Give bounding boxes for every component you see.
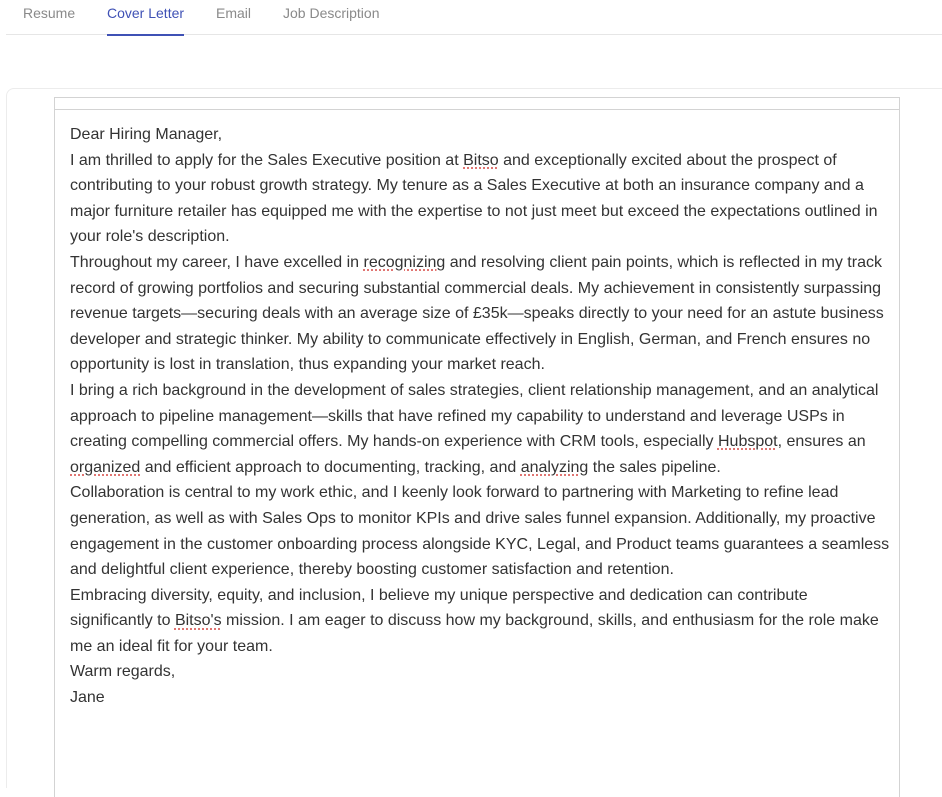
tab-cover-letter[interactable]: Cover Letter xyxy=(107,5,184,35)
letter-closing: Warm regards, xyxy=(70,663,176,681)
letter-p3-text-c: and efficient approach to documenting, tracking, and xyxy=(140,458,521,476)
spellcheck-word-recognizing[interactable]: recognizing xyxy=(363,253,446,271)
tab-email[interactable]: Email xyxy=(216,5,252,21)
editor-toolbar xyxy=(55,98,899,110)
letter-paragraph-1 xyxy=(70,148,890,250)
spellcheck-word-organized[interactable]: organized xyxy=(70,458,141,476)
spellcheck-word-analyzing[interactable]: analyzing xyxy=(520,458,589,476)
letter-p3-text-d: the sales pipeline. xyxy=(588,458,721,476)
letter-p2-text-a: Throughout my career, I have excelled in xyxy=(70,253,364,271)
letter-greeting: Dear Hiring Manager, xyxy=(70,126,223,143)
letter-p3-text-b: , ensures an xyxy=(777,433,866,451)
editor-body[interactable] xyxy=(70,122,890,711)
letter-signature: Jane xyxy=(70,689,105,707)
letter-p5-text-b: mission. I am eager to discuss how my background, skills, and enthusiasm for the role make me an ideal fit for your team. xyxy=(70,612,879,655)
tab-resume[interactable]: Resume xyxy=(23,5,76,21)
tab-job-description[interactable]: Job Description xyxy=(283,5,380,21)
letter-paragraph-2 xyxy=(70,250,890,378)
letter-p5-text-a: Embracing diversity, equity, and inclusion, I believe my unique perspective and dedication can contribute significantly to xyxy=(70,586,808,630)
spellcheck-word-hubspot[interactable]: Hubspot xyxy=(717,433,778,451)
letter-paragraph-5 xyxy=(70,583,890,660)
spellcheck-word-company[interactable]: Bitso xyxy=(463,151,499,169)
letter-p3-text-a: I bring a rich background in the development of sales strategies, client relationship management, and an analytical approach to pipeline management—skills that have refined my capability to understand and leverage USPs in creating compelling commercial offers. My hands-on experience with CRM tools, especially xyxy=(70,381,879,451)
letter-paragraph-3 xyxy=(70,378,890,480)
letter-p2-text-b: and resolving client pain points, which is reflected in my track record of growing portfolios and securing substantial commercial deals. My achievement in consistently surpassing revenue targets—securing deals with an average size of £35k—speaks directly to your need for an astute business developer and strategic thinker. My ability to communicate effectively in English, German, and French ensures no opportunity is lost in translation, thus expanding your market reach. xyxy=(70,253,884,374)
letter-p1-text-a: I am thrilled to apply for the Sales Executive position at xyxy=(70,151,464,169)
cover-letter-editor[interactable] xyxy=(54,97,900,797)
tab-bar xyxy=(6,0,942,35)
letter-p1-text-b: and exceptionally excited about the prospect of contributing to your robust growth strategy. My tenure as a Sales Executive at both an insurance company and a major furniture retailer has equipped me with the expertise to not just meet but exceed the expectations outlined in your role's description. xyxy=(70,151,878,246)
letter-paragraph-4: Collaboration is central to my work ethic, and I keenly look forward to partnering with Marketing to refine lead generation, as well as with Sales Ops to monitor KPIs and drive sales funnel expansion. Additionally, my proactive engagement in the customer onboarding process alongside KYC, Legal, and Product teams guarantees a seamless and delightful client experience, thereby boosting customer satisfaction and retention. xyxy=(70,484,890,579)
spellcheck-word-company-possessive[interactable]: Bitso's xyxy=(174,612,222,630)
